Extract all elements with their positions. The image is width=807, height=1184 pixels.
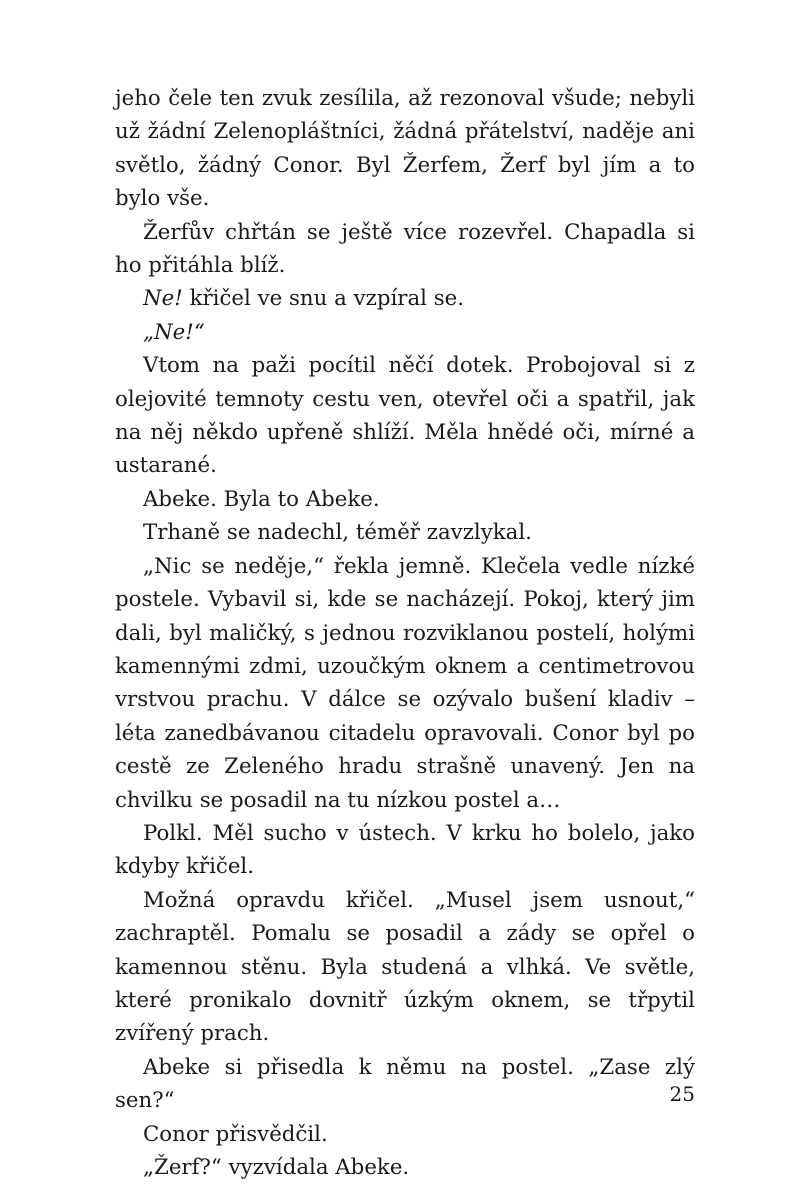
paragraph-11: Abeke si přisedla k němu na postel. „Zase zlý sen?“ (115, 1054, 695, 1114)
paragraph-2: Žerfův chřtán se ještě více rozevřel. Chapadla si ho přitáhla blíž. (115, 219, 695, 279)
paragraph-1: jeho čele ten zvuk zesílila, až rezonoval všude; nebyli už žádní Zelenopláštníci, žádná přátelství, naděje ani světlo, žádný Conor. Byl Žerfem, Žerf byl jím a to bylo vše. (115, 86, 695, 212)
book-page (115, 82, 695, 1184)
paragraph-7: Trhaně se nadechl, téměř zavzlykal. (143, 520, 532, 546)
page-number: 25 (669, 1082, 695, 1106)
paragraph-3-text: křičel ve snu a vzpíral se. (189, 286, 465, 312)
paragraph-5: Vtom na paži pocítil něčí dotek. Probojoval si z olejovité temnoty cestu ven, otevřel oči a spatřil, jak na něj někdo upřeně shlíží. Měla hnědé oči, mírné a ustarané. (115, 353, 695, 479)
paragraph-3 (115, 282, 695, 315)
paragraph-8: „Nic se neděje,“ řekla jemně. Klečela vedle nízké postele. Vybavil si, kde se nacházejí. Pokoj, který jim dali, byl maličký, s jednou rozviklanou postelí, holými kamennými zdmi, uzoučkým oknem a centimetrovou vrstvou prachu. V dálce se ozývalo bušení kladiv – léta zanedbávanou citadelu opravovali. Conor byl po cestě ze Zeleného hradu strašně unavený. Jen na chvilku se posadil na tu nízkou postel a… (115, 553, 695, 813)
paragraph-6: Abeke. Byla to Abeke. (143, 486, 380, 512)
paragraph-10: Možná opravdu křičel. „Musel jsem usnout,“ zachraptěl. Pomalu se posadil a zády se opřel o kamennou stěnu. Byla studená a vlhká. Ve světle, které pronikalo dovnitř úzkým oknem, se třpytil zvířený prach. (115, 887, 695, 1047)
paragraph-12: Conor přisvědčil. (143, 1121, 328, 1147)
paragraph-9: Polkl. Měl sucho v ústech. V krku ho bolelo, jako kdyby křičel. (115, 820, 695, 880)
paragraph-13: „Žerf?“ vyzvídala Abeke. (143, 1155, 410, 1180)
paragraph-4: „Ne!“ (143, 319, 205, 345)
italic-exclamation: Ne! (143, 286, 183, 312)
